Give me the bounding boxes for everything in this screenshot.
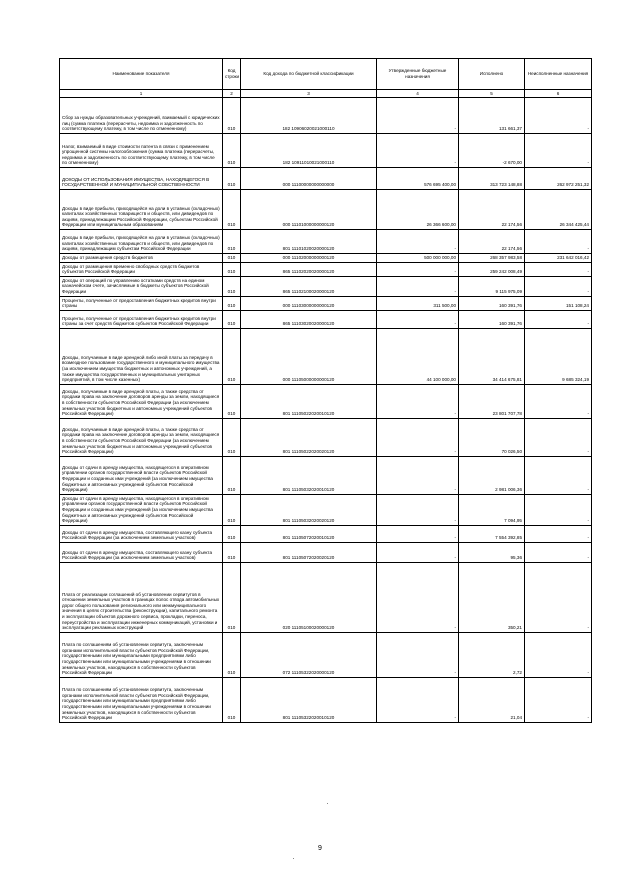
row-approved-cell: - [377,494,459,525]
income-report-table [59,58,592,723]
row-unexecuted-cell: - [525,632,592,677]
row-line-code-cell: 010 [223,494,241,525]
row-income-code-cell: 865 11102020020000120 [241,262,377,276]
table-row [60,494,592,525]
table-row [60,328,592,384]
scan-speck [327,803,328,804]
page-number: 9 [318,845,322,852]
row-line-code-cell: 010 [223,134,241,168]
header-income-code: Код дохода по бюджетной классификации [241,59,377,90]
row-line-code-cell: 010 [223,562,241,632]
column-number: 4 [377,90,459,98]
row-name-cell: Доходы, получаемые в виде арендной либо иной платы за передачу в возмездное пользование государственного и муниципального имущества (за исключением имущества бюджетных и автономных учреждений, а также имущества государственных и муниципальных унитарных предприятий, в том числе казенных) [60,328,223,384]
row-income-code-cell: 000 11100000000000000 [241,168,377,190]
row-income-code-cell: 182 10911010021000110 [241,134,377,168]
table-row [60,562,592,632]
row-income-code-cell: 020 11105100020000120 [241,562,377,632]
row-name-cell: Доходы от размещения средств бюджетов [60,254,223,263]
row-name-cell: Доходы в виде прибыли, приходящейся на доли в уставных (складочных) капиталах хозяйственных товариществ и обществ, или дивидендов по акциям, принадлежащим Российской Федерации, субъектам Российской Федерации или муниципальным образованиям [60,190,223,230]
row-executed-cell: 131 661,37 [459,98,525,134]
row-name-cell: Налог, взимаемый в виде стоимости патента в связи с применением упрощенной системы налогообложения (сумма платежа (перерасчеты, недоимка и задолженность по соответствующему платежу, в том числе по отмененному) [60,134,223,168]
row-line-code-cell: 010 [223,418,241,456]
row-income-code-cell: 865 11102100020000120 [241,276,377,296]
column-number: 5 [459,90,525,98]
row-line-code-cell: 010 [223,677,241,722]
row-income-code-cell: 000 11103000000000120 [241,296,377,310]
table-body [60,98,592,723]
row-unexecuted-cell: - [525,677,592,722]
row-line-code-cell: 010 [223,230,241,254]
row-executed-cell: 7 094,95 [459,494,525,525]
row-unexecuted-cell: 262 972 251,32 [525,168,592,190]
row-executed-cell: 22 174,56 [459,190,525,230]
row-name-cell: ДОХОДЫ ОТ ИСПОЛЬЗОВАНИЯ ИМУЩЕСТВА, НАХОДЯЩЕГОСЯ В ГОСУДАРСТВЕННОЙ И МУНИЦИПАЛЬНОЙ СОБСТВЕННОСТИ [60,168,223,190]
column-number-row [60,90,592,98]
row-name-cell: Доходы от сдачи в аренду имущества, находящегося в оперативном управлении органов государственной власти субъектов Российской Федерации и созданных ими учреждений (за исключением имущества бюджетных и автономных учреждений субъектов Российской Федерации) [60,456,223,494]
header-line-code: Код строки [223,59,241,90]
table-row [60,677,592,722]
column-number: 1 [60,90,223,98]
row-unexecuted-cell: - [525,494,592,525]
table-row [60,525,592,542]
row-executed-cell: 350,21 [459,562,525,632]
row-name-cell: Доходы, получаемые в виде арендной платы, а также средства от продажи права на заключение договоров аренды за земли, находящиеся в собственности субъектов Российской Федерации (за исключением земельных участков бюджетных и автономных учреждений субъектов Российской Федерации) [60,384,223,418]
row-unexecuted-cell: 26 344 425,44 [525,190,592,230]
row-unexecuted-cell: - [525,418,592,456]
row-name-cell: Доходы, получаемые в виде арендной платы, а также средства от продажи права на заключение договоров аренды за земли, находящиеся в собственности субъектов Российской Федерации (за исключением земельных участков бюджетных и автономных учреждений субъектов Российской Федерации) [60,418,223,456]
row-executed-cell: 268 357 983,58 [459,254,525,263]
row-approved-cell: - [377,525,459,542]
table-row [60,134,592,168]
row-name-cell: Доходы от сдачи в аренду имущества, составляющего казну субъекта Российской Федерации (за исключением земельных участков) [60,542,223,562]
row-income-code-cell: 801 11101020020000120 [241,230,377,254]
row-approved-cell: - [377,418,459,456]
row-income-code-cell: 865 11103020020000120 [241,310,377,328]
header-executed: Исполнено [459,59,525,90]
row-executed-cell: 2,72 [459,632,525,677]
row-line-code-cell: 010 [223,168,241,190]
row-approved-cell: 26 366 600,00 [377,190,459,230]
table-header-row [60,59,592,90]
row-income-code-cell: 000 11105000000000120 [241,328,377,384]
table-row [60,418,592,456]
row-executed-cell: 160 391,76 [459,310,525,328]
row-unexecuted-cell: 9 685 324,19 [525,328,592,384]
row-unexecuted-cell: - [525,98,592,134]
table-row [60,296,592,310]
column-number: 6 [525,90,592,98]
row-line-code-cell: 010 [223,254,241,263]
table-row [60,254,592,263]
row-approved-cell: 311 500,00 [377,296,459,310]
row-line-code-cell: 010 [223,190,241,230]
row-income-code-cell: 801 11105032020010120 [241,456,377,494]
row-approved-cell: 44 100 000,00 [377,328,459,384]
row-unexecuted-cell: - [525,562,592,632]
row-line-code-cell: 010 [223,262,241,276]
row-approved-cell: - [377,456,459,494]
row-income-code-cell: 182 10906020021000110 [241,98,377,134]
row-name-cell: Сбор за нужды образовательных учреждений, взимаемый с юридических лиц (сумма платежа (перерасчеты, недоимка и задолженность по соответствующему платежу, в том числе по отмененному) [60,98,223,134]
row-approved-cell: - [377,262,459,276]
row-line-code-cell: 010 [223,525,241,542]
row-line-code-cell: 010 [223,296,241,310]
row-unexecuted-cell: 231 642 016,42 [525,254,592,263]
row-executed-cell: 34 414 675,81 [459,328,525,384]
row-line-code-cell: 010 [223,98,241,134]
column-number: 3 [241,90,377,98]
row-executed-cell: 160 391,76 [459,296,525,310]
row-executed-cell: 313 723 148,88 [459,168,525,190]
row-income-code-cell: 801 11105322020010120 [241,677,377,722]
table-row [60,632,592,677]
table-row [60,542,592,562]
header-approved: Утвержденные бюджетные назначения [377,59,459,90]
row-name-cell: Проценты, полученные от предоставления бюджетных кредитов внутри страны за счет средств бюджетов субъектов Российской Федерации [60,310,223,328]
row-line-code-cell: 010 [223,384,241,418]
row-approved-cell: - [377,677,459,722]
row-name-cell: Плата от реализации соглашений об установлении сервитутов в отношении земельных участков в границах полос отвода автомобильных дорог общего пользования регионального или межмуниципального значения в целях строительства (реконструкции), капитального ремонта и эксплуатации объектов дорожного сервиса, прокладки, переноса, переустройства и эксплуатации инженерных коммуникаций, установки и эксплуатации рекламных конструкций [60,562,223,632]
row-executed-cell: 7 554 392,85 [459,525,525,542]
row-line-code-cell: 010 [223,632,241,677]
row-approved-cell: 576 695 400,00 [377,168,459,190]
row-executed-cell: 2 981 006,36 [459,456,525,494]
row-approved-cell: - [377,562,459,632]
row-approved-cell: - [377,98,459,134]
row-executed-cell: 23 801 707,78 [459,384,525,418]
row-executed-cell: 22 174,56 [459,230,525,254]
row-approved-cell: 500 000 000,00 [377,254,459,263]
row-name-cell: Доходы в виде прибыли, приходящейся на доли в уставных (складочных) капиталах хозяйственных товариществ и обществ, или дивидендов по акциям, принадлежащим субъектам Российской Федерации [60,230,223,254]
row-name-cell: Доходы от сдачи в аренду имущества, находящегося в оперативном управлении органов государственной власти субъектов Российской Федерации и созданных ими учреждений (за исключением имущества бюджетных и автономных учреждений субъектов Российской Федерации) [60,494,223,525]
row-approved-cell: - [377,384,459,418]
table-row [60,168,592,190]
row-unexecuted-cell: - [525,276,592,296]
row-line-code-cell: 010 [223,276,241,296]
row-approved-cell: - [377,134,459,168]
table-row [60,456,592,494]
row-unexecuted-cell: - [525,230,592,254]
table-row [60,310,592,328]
row-name-cell: Доходы от операций по управлению остатками средств на едином казначейском счете, зачисляемые в бюджеты субъектов Российской Федерации [60,276,223,296]
row-income-code-cell: 072 11105322020000120 [241,632,377,677]
column-number: 2 [223,90,241,98]
row-income-code-cell: 801 11105022020010120 [241,384,377,418]
row-line-code-cell: 010 [223,542,241,562]
row-name-cell: Доходы от сдачи в аренду имущества, составляющего казну субъекта Российской Федерации (за исключением земельных участков) [60,525,223,542]
table-row [60,190,592,230]
row-income-code-cell: 000 11101000000000120 [241,190,377,230]
table-row [60,276,592,296]
row-income-code-cell: 801 11105072020020120 [241,542,377,562]
table-row [60,262,592,276]
row-name-cell: Плата по соглашениям об установлении сервитута, заключенным органами исполнительной власти субъектов Российской Федерации, государственными или муниципальными предприятиями либо государственными или муниципальными учреждениями в отношении земельных участков, находящихся в собственности субъектов Российской Федерации [60,677,223,722]
row-income-code-cell: 801 11105072020010120 [241,525,377,542]
row-unexecuted-cell: - [525,542,592,562]
row-executed-cell: 259 242 008,49 [459,262,525,276]
row-unexecuted-cell: 151 108,24 [525,296,592,310]
row-approved-cell: - [377,230,459,254]
row-executed-cell: 9 115 975,09 [459,276,525,296]
row-unexecuted-cell: - [525,525,592,542]
table-row [60,230,592,254]
row-unexecuted-cell: - [525,262,592,276]
row-unexecuted-cell: - [525,134,592,168]
row-income-code-cell: 801 11105032020020120 [241,494,377,525]
row-line-code-cell: 010 [223,456,241,494]
header-unexecuted: Неисполненные назначения [525,59,592,90]
row-approved-cell: - [377,542,459,562]
row-executed-cell: 21,04 [459,677,525,722]
row-approved-cell: - [377,276,459,296]
row-approved-cell: - [377,632,459,677]
row-executed-cell: 95,36 [459,542,525,562]
row-income-code-cell: 801 11105022020020120 [241,418,377,456]
scan-speck [293,858,294,859]
row-name-cell: Проценты, полученные от предоставления бюджетных кредитов внутри страны [60,296,223,310]
row-executed-cell: -2 670,00 [459,134,525,168]
row-name-cell: Плата по соглашениям об установлении сервитута, заключенным органами исполнительной власти субъектов Российской Федерации, государственными или муниципальными предприятиями либо государственными или муниципальными учреждениями в отношении земельных участков, находящихся в собственности субъектов Российской Федерации [60,632,223,677]
row-unexecuted-cell: - [525,456,592,494]
row-executed-cell: 70 026,50 [459,418,525,456]
header-name: Наименование показателя [60,59,223,90]
table-row [60,98,592,134]
row-name-cell: Доходы от размещения временно свободных средств бюджетов субъектов Российской Федерации [60,262,223,276]
row-income-code-cell: 000 11102000000000120 [241,254,377,263]
table-row [60,384,592,418]
row-line-code-cell: 010 [223,328,241,384]
row-approved-cell: - [377,310,459,328]
row-unexecuted-cell: - [525,384,592,418]
row-line-code-cell: 010 [223,310,241,328]
row-unexecuted-cell: - [525,310,592,328]
